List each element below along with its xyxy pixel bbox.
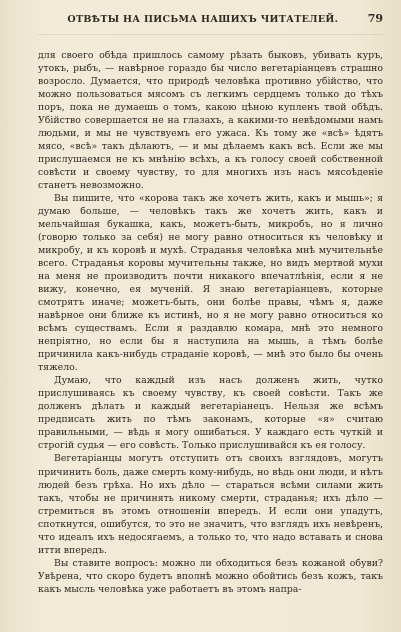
paragraph-5: Вы ставите вопросъ: можно ли обходиться безъ кожаной обуви? Увѣрена, что скоро будетъ вполнѣ можно обойтись безъ кожъ, такъ какъ мысль человѣка уже работаетъ въ этомъ напра- — [38, 557, 383, 595]
paragraph-4: Вегетаріанцы могутъ отступить отъ своихъ взглядовъ, могутъ причинить боль, даже смерть кому-нибудь, но вѣдь они люди, и нѣтъ людей безъ грѣха. Но ихъ дѣло — стараться всѣми силами жить такъ, чтобы не причинять никому смерти, страданья; ихъ дѣло — стремиться въ этомъ отношеніи впередъ. И если они упадутъ, споткнутся, ошибутся, то это не значитъ, что взглядъ ихъ невѣренъ, что идеалъ ихъ недосягаемъ, а только то, что надо вставать и снова итти впередъ. — [38, 453, 383, 556]
running-header — [38, 12, 383, 35]
paragraph-2: Вы пишите, что «корова такъ же хочетъ жить, какъ и мышь»; я думаю больше, — человѣкъ такъ же хочетъ жить, какъ и мельчайшая букашка, какъ, можетъ-быть, микробъ, но я лично (говорю только за себя) не могу равно относиться къ человѣку и микробу, и къ коровѣ и мухѣ. Страданья человѣка мнѣ мучительнѣе всего. Страданья коровы мучительны также, но видъ мертвой мухи на меня не производитъ почти никакого впечатлѣнія, если я не вижу, конечно, ея мученій. Я знаю вегетаріанцевъ, которые смотрятъ иначе; можетъ-быть, они болѣе правы, чѣмъ я, даже навѣрное они ближе къ истинѣ, но я не могу равно относиться ко всѣмъ существамъ. Если я раздавлю комара, мнѣ это немного непріятно, но если бы я наступила на мышь, а тѣмъ болѣе причинила какъ-нибудь страданіе коровѣ, — мнѣ это было бы очень тяжело. — [38, 193, 383, 374]
page-number: 79 — [367, 12, 383, 25]
paragraph-3: Думаю, что каждый изъ насъ долженъ жить, чутко прислушиваясь къ своему чувству, къ своей совѣсти. Такъ же долженъ дѣлать и каждый вегетаріанецъ. Нельзя же всѣмъ предписать жить по тѣмъ законамъ, которые «я» считаю правильными, — вѣдь я могу ошибаться. У каждаго есть чуткій и строгій судья — его совѣсть. Только прислушивайся къ ея голосу. — [38, 375, 383, 452]
page-body — [38, 49, 383, 596]
paragraph-1: для своего обѣда пришлось самому рѣзать быковъ, убивать куръ, утокъ, рыбъ, — навѣрное гораздо бы число вегетаріанцевъ страшно возросло. Думается, что природѣ человѣка противно убійство, что можно пользоваться мясомъ съ легкимъ сердцемъ только до тѣхъ поръ, пока не думаешь о томъ, какою цѣною купленъ твой обѣдъ. Убійство совершается не на глазахъ, а какими-то невѣдомыми намъ людьми, и мы не чувствуемъ его ужаса. Къ тому же «всѣ» ѣдятъ мясо, «всѣ» такъ дѣлаютъ, — и мы дѣлаемъ какъ всѣ. Если же мы прислушаемся не къ мнѣнію всѣхъ, а къ голосу своей собственной совѣсти и своему чувству, то для многихъ изъ насъ мясоѣденіе станетъ невозможно. — [38, 50, 383, 192]
header-title: ОТВѢТЫ НА ПИСЬМА НАШИХЪ ЧИТАТЕЛЕЙ. — [67, 14, 339, 25]
